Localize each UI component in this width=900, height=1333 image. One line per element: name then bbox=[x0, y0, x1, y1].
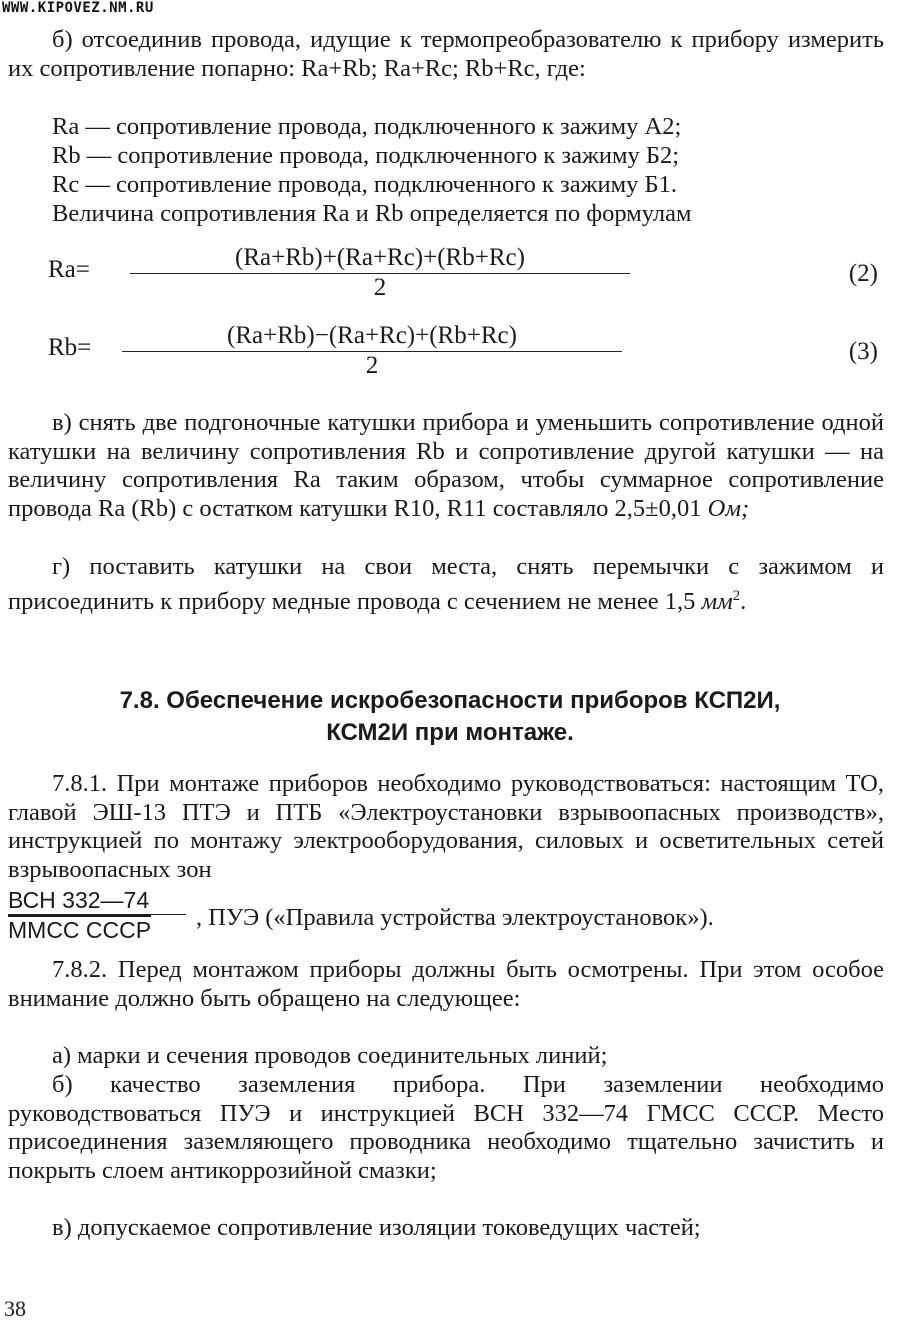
formula-2-denominator: 2 bbox=[373, 274, 387, 301]
paragraph-g-unit: мм bbox=[701, 587, 733, 615]
formula-2-fraction bbox=[130, 244, 630, 302]
formula-3 bbox=[48, 322, 888, 386]
definition-rc: Rc — сопротивление провода, подключенного к зажиму Б1. bbox=[52, 171, 677, 198]
formula-3-fraction bbox=[122, 322, 622, 380]
standard-fraction-denominator: ММСС СССР bbox=[8, 917, 152, 943]
standard-fraction bbox=[8, 886, 186, 945]
page-number: 38 bbox=[4, 1296, 26, 1321]
paragraph-v-unit: Ом; bbox=[707, 494, 750, 522]
formula-2-numerator: (Ra+Rb)+(Ra+Rc)+(Rb+Rc) bbox=[130, 244, 630, 274]
paragraph-7-8-1: 7.8.1. При монтаже приборов необходимо руководствоваться: настоящим ТО, главой ЭШ-13 ПТЭ и ПТБ «Электроустановки взрывоопасных производств», инструкцией по монтажу электрооборудования, силовых и осветительных сетей взрывоопасных зон bbox=[8, 770, 884, 883]
section-heading bbox=[40, 685, 860, 749]
section-heading-line1: 7.8. Обеспечение искробезопасности приборов КСП2И, bbox=[119, 687, 781, 714]
standard-fraction-numerator: ВСН 332—74 bbox=[8, 886, 186, 915]
paragraph-g-tail: . bbox=[740, 587, 747, 615]
paragraph-v-text: в) снять две подгоночные катушки прибора и уменьшить сопротивление одной катушки на величину сопротивления Rb и сопротивление другой катушки — на величину сопротивления Ra таким образом, чтобы суммарное сопротивление провода Ra (Rb) с остатком катушки R10, R11 составляло 2,5±0,01 bbox=[8, 409, 884, 522]
formula-3-numerator: (Ra+Rb)−(Ra+Rc)+(Rb+Rc) bbox=[122, 322, 622, 352]
paragraph-a-wires: а) марки и сечения проводов соединительных линий; bbox=[52, 1042, 608, 1069]
paragraph-v-insulation: в) допускаемое сопротивление изоляции токоведущих частей; bbox=[52, 1214, 701, 1241]
formula-2 bbox=[48, 244, 888, 308]
formula-3-lhs: Rb= bbox=[48, 334, 92, 361]
paragraph-b-measure: б) отсоединив провода, идущие к термопреобразователю к прибору измерить их сопротивление попарно: Ra+Rb; Ra+Rc; Rb+Rc, где: bbox=[8, 26, 884, 82]
formula-2-number: (2) bbox=[848, 260, 878, 287]
formula-2-lhs: Ra= bbox=[48, 256, 90, 283]
paragraph-g-sup: 2 bbox=[732, 587, 741, 604]
formula-3-denominator: 2 bbox=[365, 352, 379, 379]
standard-fraction-tail: , ПУЭ («Правила устройства электроустановок»). bbox=[196, 904, 714, 931]
paragraph-7-8-2: 7.8.2. Перед монтажом приборы должны быть осмотрены. При этом особое внимание должно быть обращено на следующее: bbox=[8, 956, 884, 1012]
formula-3-number: (3) bbox=[848, 338, 878, 365]
paragraph-g-text: г) поставить катушки на свои места, снять перемычки с зажимом и присоединить к прибору медные провода с сечением не менее 1,5 bbox=[8, 553, 884, 615]
section-heading-line2: КСМ2И при монтаже. bbox=[326, 719, 574, 746]
paragraph-b-grounding: б) качество заземления прибора. При заземлении необходимо руководствоваться ПУЭ и инструкцией ВСН 332—74 ГМСС СССР. Место присоединения заземляющего проводника необходимо тщательно зачистить и покрыть слоем антикоррозийной смазки; bbox=[8, 1071, 884, 1184]
site-watermark: WWW.KIPOVEZ.NM.RU bbox=[2, 0, 154, 16]
definition-rb: Rb — сопротивление провода, подключенного к зажиму Б2; bbox=[52, 142, 680, 169]
definition-ra: Ra — сопротивление провода, подключенного к зажиму А2; bbox=[52, 113, 682, 140]
paragraph-v-coils bbox=[8, 409, 884, 523]
formula-intro: Величина сопротивления Ra и Rb определяется по формулам bbox=[52, 200, 692, 227]
paragraph-g-wires bbox=[8, 553, 884, 616]
